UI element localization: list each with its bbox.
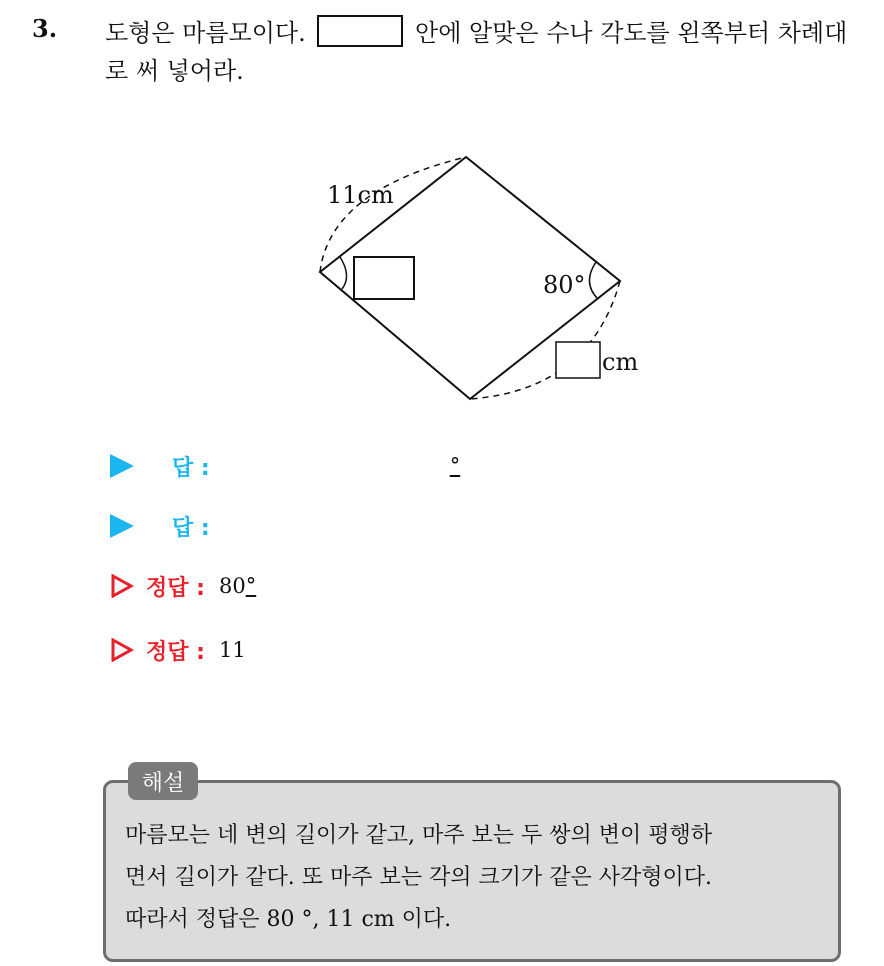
correct-answer-row-2 [110, 635, 246, 665]
question-text-part1: 도형은 마름모이다. [105, 19, 306, 47]
side-length-label: 11cm [327, 181, 394, 209]
unit-label: cm [602, 348, 639, 376]
play-icon [110, 514, 134, 538]
explanation-line: 따라서 정답은 80 °, 11 cm 이다. [125, 907, 452, 932]
explanation-badge: 해설 [128, 762, 198, 800]
answer-row-1 [110, 451, 460, 481]
correct-answer-label: 정답 : [146, 575, 205, 601]
right-angle-arc [589, 262, 598, 299]
explanation-line: 면서 길이가 같다. 또 마주 보는 각의 크기가 같은 사각형이다. [125, 865, 712, 890]
correct-answer-label: 정답 : [146, 639, 205, 665]
correct-answer-value: 80 [218, 574, 246, 598]
degree-suffix: ° [245, 574, 257, 598]
angle-label: 80° [543, 271, 586, 299]
correct-answer-value: 11 [218, 638, 246, 662]
question-number: 3. [32, 14, 58, 43]
degree-suffix: ° [449, 454, 461, 478]
explanation-text [125, 815, 835, 941]
play-outline-icon [110, 638, 134, 662]
play-icon [110, 454, 134, 478]
play-outline-icon [110, 574, 134, 598]
correct-answer-row-1 [110, 571, 256, 601]
explanation-line: 마름모는 네 변의 길이가 같고, 마주 보는 두 쌍의 변이 평행하 [125, 823, 712, 848]
answer-row-2 [110, 511, 450, 541]
question-text-part2: 안에 알맞은 수나 각도를 왼쪽부터 차례대로 써 넣어라. [105, 19, 848, 85]
angle-answer-box [354, 257, 414, 299]
rhombus-figure [0, 0, 884, 440]
answer-label: 답 : [172, 515, 210, 541]
side-answer-box [556, 342, 600, 378]
answer-label: 답 : [172, 455, 210, 481]
left-angle-arc [340, 257, 347, 289]
